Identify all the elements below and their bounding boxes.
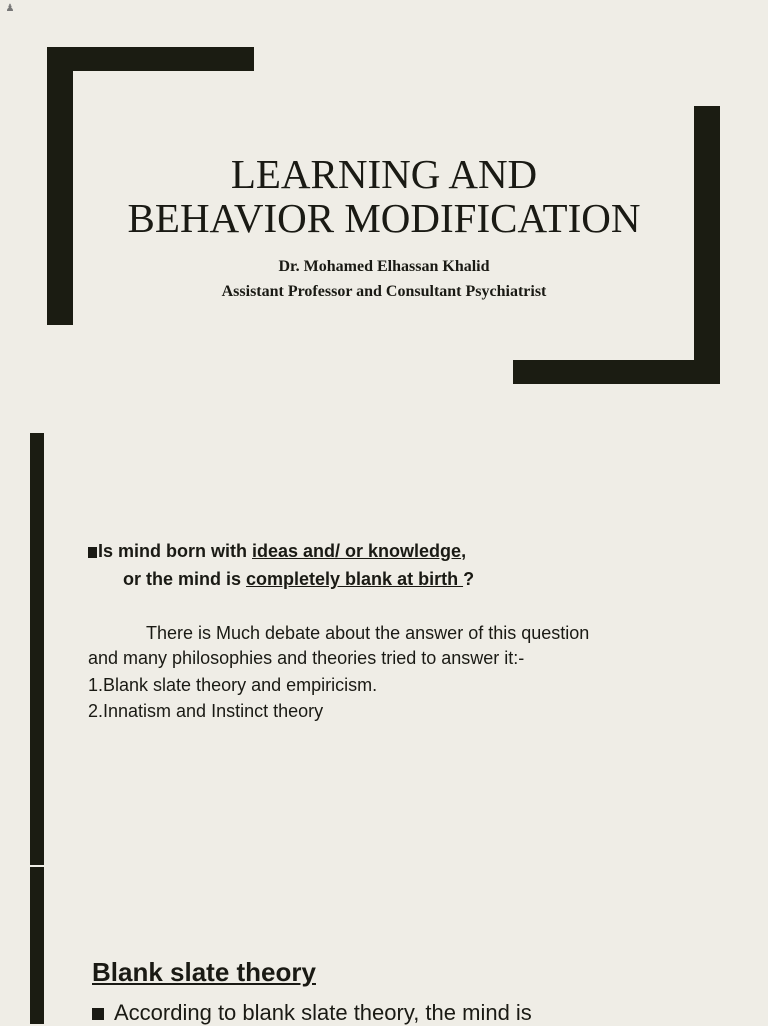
author-name: Dr. Mohamed Elhassan Khalid xyxy=(278,258,490,275)
bullet-item-1 xyxy=(92,1000,532,1026)
frame-top-left-horizontal xyxy=(47,47,254,71)
section-heading: Blank slate theory xyxy=(92,957,316,987)
bullet-square-icon xyxy=(88,547,97,558)
title-line-2: BEHAVIOR MODIFICATION xyxy=(127,195,641,241)
q2-underlined: completely blank at birth xyxy=(246,569,464,589)
author-position: Assistant Professor and Consultant Psychiatrist xyxy=(221,283,547,300)
question-line-1 xyxy=(88,541,466,562)
q1-underlined: ideas and/ or knowledge xyxy=(252,541,462,561)
theory-item-2: 2.Innatism and Instinct theory xyxy=(88,701,324,721)
theory-item-1: 1.Blank slate theory and empiricism. xyxy=(88,675,378,695)
user-icon: ♟ xyxy=(5,3,15,14)
q2-text: or the mind is xyxy=(123,569,247,589)
slide-title xyxy=(0,152,768,240)
paragraph-line-1: There is Much debate about the answer of this question xyxy=(146,623,590,643)
bullet-text: According to blank slate theory, the mind is xyxy=(114,1000,532,1025)
q1-comma: , xyxy=(461,541,467,561)
frame-bottom-right-horizontal xyxy=(513,360,720,384)
frame-bottom-right-vertical xyxy=(694,106,720,384)
bullet-square-icon xyxy=(92,1008,104,1020)
title-line-1: LEARNING AND xyxy=(230,151,538,197)
slide2-accent-bar xyxy=(30,433,44,865)
q1-text: Is mind born with xyxy=(98,541,252,561)
paragraph-line-2: and many philosophies and theories tried to answer it:- xyxy=(88,648,525,668)
q2-question-mark: ? xyxy=(463,569,475,589)
slide3-accent-bar xyxy=(30,867,44,1024)
question-line-2 xyxy=(123,569,474,590)
